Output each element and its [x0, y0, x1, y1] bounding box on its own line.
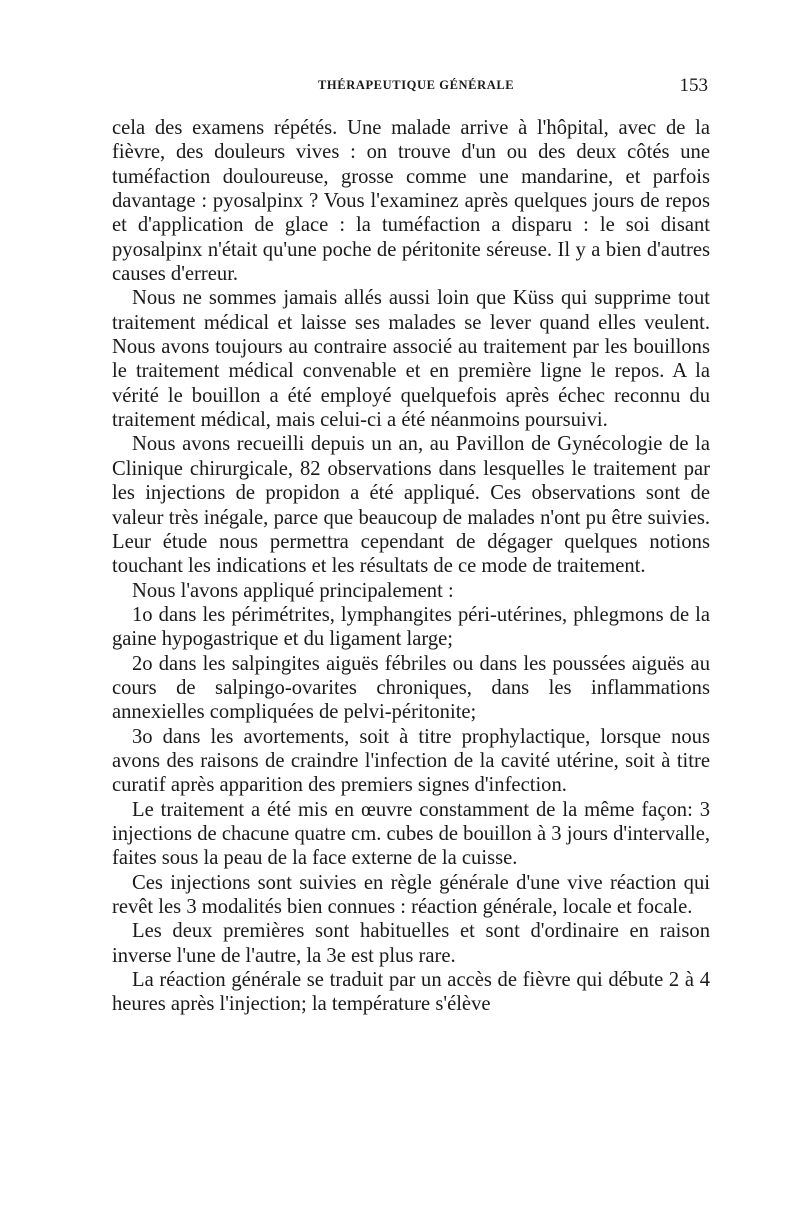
running-title: THÉRAPEUTIQUE GÉNÉRALE [318, 78, 515, 92]
paragraph: Nous avons recueilli depuis un an, au Pavillon de Gynécologie de la Clinique chirurgicale, 82 observations dans lesquelles le traitement par les injections de propidon a été appliqué. Ces observations sont de valeur très inégale, parce que beaucoup de malades n'ont pu être suivies. Leur étude nous permettra cependant de dégager quelques notions touchant les indications et les résultats de ce mode de traitement. [112, 433, 710, 578]
paragraph: Ces injections sont suivies en règle générale d'une vive réaction qui revêt les 3 modalités bien connues : réaction générale, locale et focale. [112, 871, 710, 918]
list-item: 3o dans les avortements, soit à titre prophylactique, lorsque nous avons des raisons de craindre l'infection de la cavité utérine, soit à titre curatif après apparition des premiers signes d'infection. [112, 725, 710, 797]
list-item: 2o dans les salpingites aiguës fébriles ou dans les poussées aiguës au cours de salpingo-ovarites chroniques, dans les inflammations annexielles compliquées de pelvi-péritonite; [112, 652, 710, 724]
paragraph: Les deux premières sont habituelles et sont d'ordinaire en raison inverse l'une de l'autre, la 3e est plus rare. [112, 920, 710, 967]
paragraph: cela des examens répétés. Une malade arrive à l'hôpital, avec de la fièvre, des douleurs vives : on trouve d'un ou des deux côtés une tuméfaction douloureuse, grosse comme une mandarine, et parfois davantage : pyosalpinx ? Vous l'examinez après quelques jours de repos et d'application de glace : la tuméfaction a disparu : le soi disant pyosalpinx n'était qu'une poche de péritonite séreuse. Il y a bien d'autres causes d'erreur. [112, 117, 710, 286]
body-text [112, 116, 710, 1017]
paragraph: La réaction générale se traduit par un accès de fièvre qui débute 2 à 4 heures après l'injection; la température s'élève [112, 969, 710, 1016]
paragraph: Nous ne sommes jamais allés aussi loin que Küss qui supprime tout traitement médical et laisse ses malades se lever quand elles veulent. Nous avons toujours au contraire associé au traitement par les bouillons le traitement médical convenable et en première ligne le repos. A la vérité le bouillon a été employé quelquefois après échec reconnu du traitement médical, mais celui-ci a été néanmoins poursuivi. [112, 287, 710, 432]
list-item: 1o dans les périmétrites, lymphangites péri-utérines, phlegmons de la gaine hypogastrique et du ligament large; [112, 603, 710, 651]
page-number: 153 [679, 75, 708, 96]
paragraph: Nous l'avons appliqué principalement : [132, 579, 454, 602]
page-header [0, 75, 800, 102]
paragraph: Le traitement a été mis en œuvre constamment de la même façon: 3 injections de chacune quatre cm. cubes de bouillon à 3 jours d'intervalle, faites sous la peau de la face externe de la cuisse. [112, 798, 710, 870]
